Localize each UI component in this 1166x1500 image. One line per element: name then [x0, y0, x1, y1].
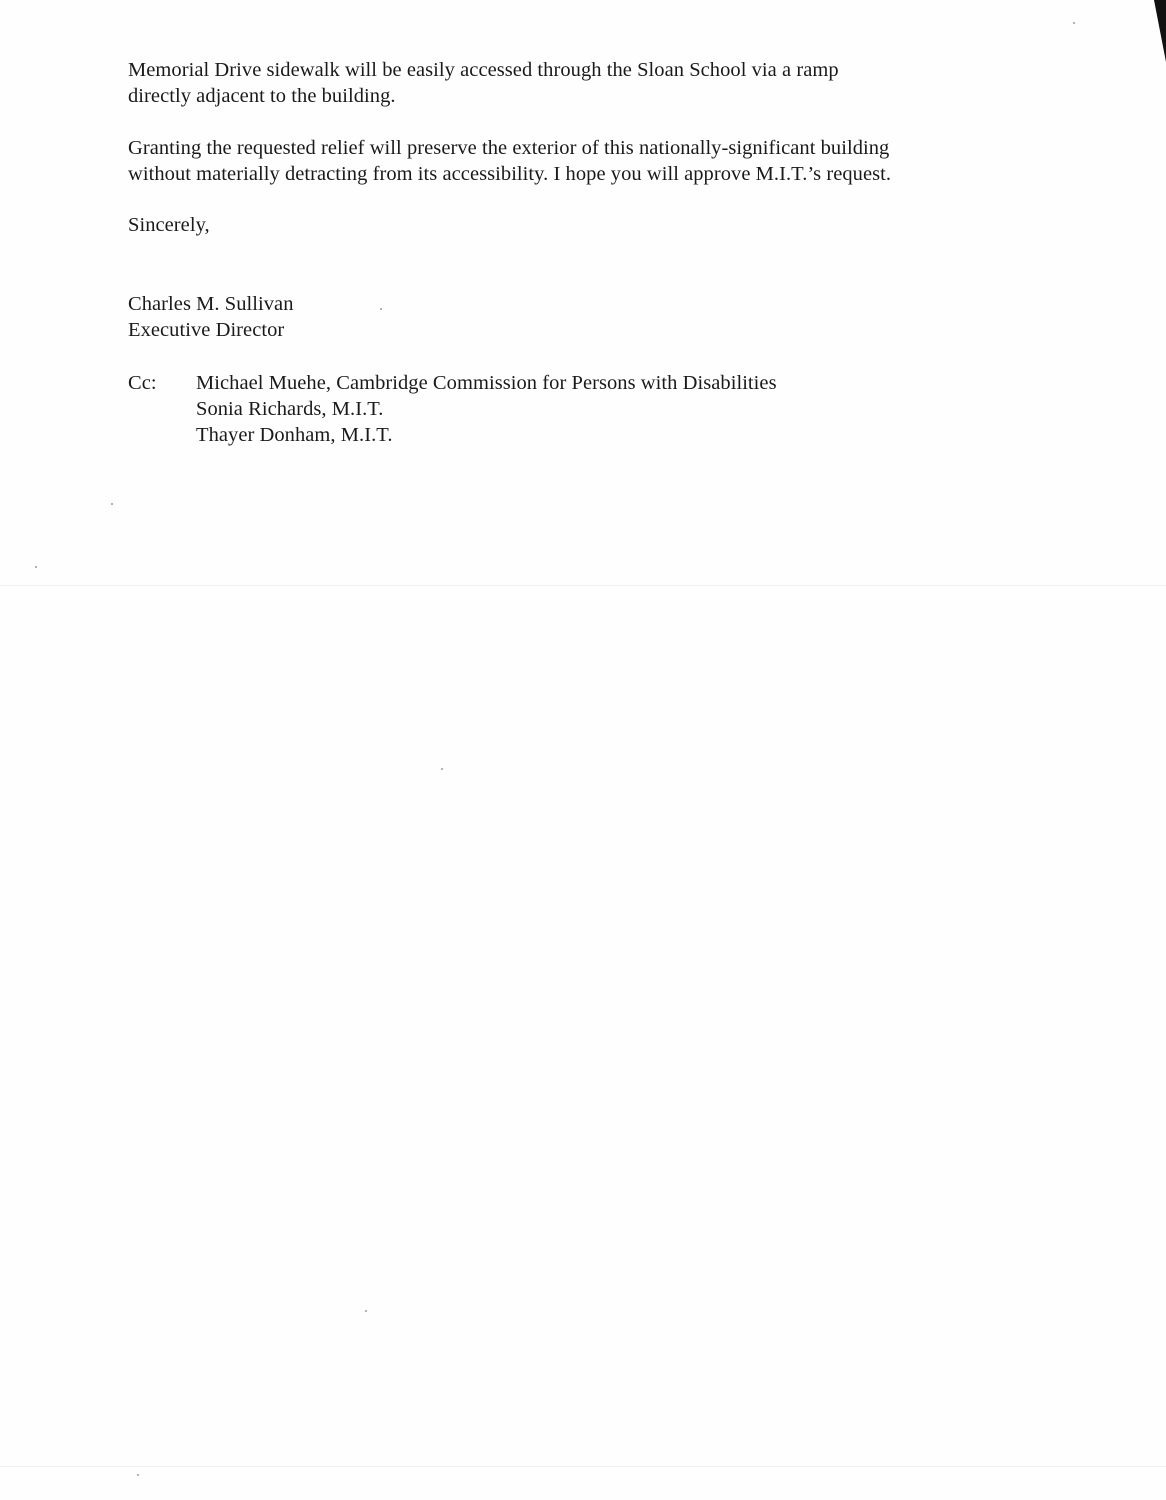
signature-block: [128, 291, 294, 343]
cc-recipient: Michael Muehe, Cambridge Commission for Persons with Disabilities: [196, 372, 777, 394]
closing-text: Sincerely,: [128, 214, 210, 236]
scan-corner-mark: [1154, 0, 1166, 62]
cc-recipient: Sonia Richards, M.I.T.: [196, 398, 384, 420]
cc-recipient-list: [196, 370, 777, 448]
scan-speck: [365, 1310, 367, 1312]
scan-speck: [137, 1474, 139, 1476]
scan-artifact-line: [0, 1466, 1166, 1467]
cc-label: Cc:: [128, 372, 157, 394]
cc-row: [128, 370, 777, 448]
paragraph-1-line-2: directly adjacent to the building.: [128, 85, 396, 107]
scan-speck: [111, 503, 113, 505]
scan-speck: [380, 308, 382, 310]
body-paragraph-1: [128, 57, 839, 109]
signer-name: Charles M. Sullivan: [128, 293, 294, 315]
cc-block: [128, 370, 777, 448]
paragraph-1-line-1: Memorial Drive sidewalk will be easily accessed through the Sloan School via a ramp: [128, 59, 839, 81]
closing-salutation: [128, 212, 210, 238]
scan-artifact-line: [0, 585, 1166, 586]
body-paragraph-2: [128, 135, 891, 187]
signer-title: Executive Director: [128, 319, 285, 341]
cc-recipient: Thayer Donham, M.I.T.: [196, 424, 393, 446]
paragraph-2-line-2: without materially detracting from its accessibility. I hope you will approve M.I.T.’s request.: [128, 163, 892, 185]
scan-speck: [441, 768, 443, 770]
paragraph-2-line-1: Granting the requested relief will preserve the exterior of this nationally-significant building: [128, 137, 890, 159]
scan-speck: [1073, 22, 1075, 24]
scan-speck: [35, 566, 37, 568]
